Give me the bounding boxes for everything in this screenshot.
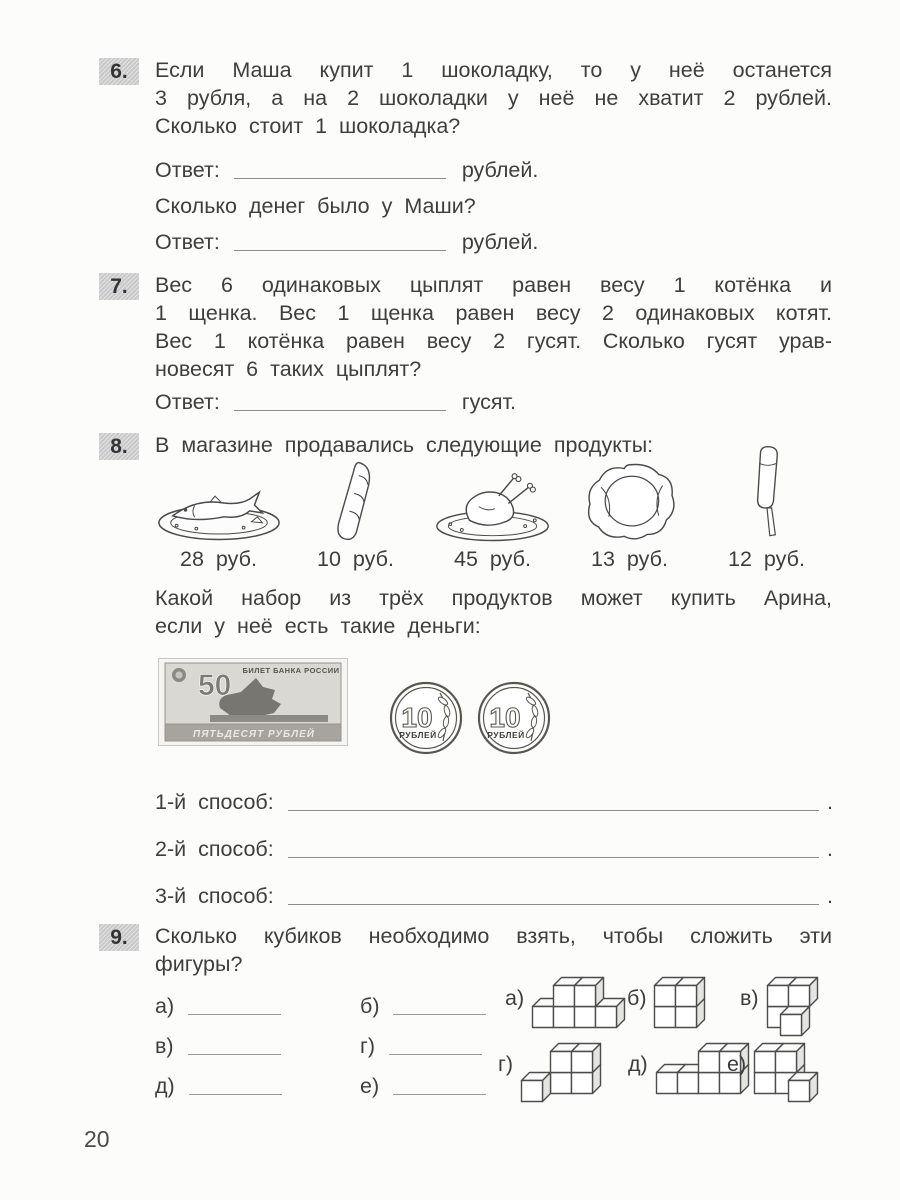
answer-blank-line (234, 178, 446, 179)
blank-label: б) (360, 994, 380, 1018)
problem6-answer1 (155, 156, 538, 183)
way-row-3 (155, 882, 833, 909)
blank-line (389, 1054, 482, 1055)
way-label: 3-й способ: (155, 884, 274, 908)
figure-label: б) (627, 986, 647, 1010)
product-item (150, 462, 287, 572)
page-number: 20 (84, 1126, 110, 1152)
cube-answer-blank-a (155, 992, 281, 1019)
figure-label: а) (505, 986, 525, 1010)
way-blank-line (288, 904, 819, 905)
problem6-line3: Сколько стоит 1 шоколадка? (155, 114, 461, 138)
problem6-answer2 (155, 228, 538, 255)
product-price: 10 руб. (317, 547, 394, 571)
cube-answer-blank-b (360, 992, 486, 1019)
figure-label: г) (498, 1052, 514, 1076)
problem8-question-line1: Какой набор из трёх продуктов может купить Арина, (155, 586, 832, 610)
way-period: . (827, 884, 833, 908)
problem8-question (155, 584, 832, 640)
way-blank-line (288, 857, 819, 858)
way-label: 1-й способ: (155, 790, 274, 814)
product-price: 13 руб. (591, 547, 668, 571)
problem6-question2 (155, 192, 832, 220)
answer-blank-line (234, 250, 446, 251)
blank-line (393, 1094, 486, 1095)
problem8-intro-text: В магазине продавались следующие продукты: (155, 433, 654, 457)
problem6-line2: 3 рубля, а на 2 шоколадки у неё не хватит 2 рублей. (155, 86, 832, 110)
problem7-answer (155, 388, 516, 415)
coin-value: 10 (489, 702, 521, 733)
problem8-question-line2: если у неё есть такие деньги: (155, 614, 481, 638)
answer-suffix: гусят. (461, 390, 517, 414)
cube-figure-svg (520, 1042, 602, 1103)
problem6-text (155, 56, 832, 140)
blank-label: г) (360, 1034, 376, 1058)
answer-label: Ответ: (155, 390, 220, 414)
way-row-2 (155, 835, 833, 862)
cube-figure-a (505, 976, 626, 1029)
product-item (287, 462, 424, 572)
problem7-line3: Вес 1 котёнка равен весу 2 гусят. Сколько гусят урав- (155, 329, 832, 353)
problem-number-badge: 7. (99, 273, 139, 300)
problem7-text (155, 271, 832, 383)
cube-answer-blank-v (155, 1032, 281, 1059)
bread-icon (329, 462, 383, 544)
problem9-line1: Сколько кубиков необходимо взять, чтобы сложить эти (155, 924, 832, 948)
cube-answer-blank-e (360, 1072, 486, 1099)
way-period: . (827, 837, 833, 861)
problem6-line1: Если Маша купит 1 шоколадку, то у неё останется (155, 58, 832, 82)
cube-figure-b (627, 976, 706, 1029)
cube-answer-blank-g (360, 1032, 482, 1059)
product-item (698, 462, 835, 572)
banknote-value: 50 (198, 669, 232, 702)
cube-figure-g (498, 1042, 602, 1103)
figure-label: д) (628, 1052, 648, 1076)
blank-label: в) (155, 1034, 174, 1058)
figure-label: в) (740, 986, 759, 1010)
problem7-line1: Вес 6 одинаковых цыплят равен весу 1 котёнка и (155, 273, 832, 297)
answer-label: Ответ: (155, 158, 220, 182)
cube-figure-v (740, 976, 819, 1037)
problem-number-badge: 8. (99, 433, 139, 460)
popsicle-icon (744, 462, 790, 544)
product-price: 28 руб. (180, 547, 257, 571)
banknote-title: БИЛЕТ БАНКА РОССИИ (242, 666, 340, 675)
answer-blank-line (234, 410, 446, 411)
coin-value: 10 (401, 702, 433, 733)
problem7-line4: новесят 6 таких цыплят? (155, 357, 422, 381)
banknote-50-rub (158, 658, 348, 746)
cube-figure-svg (531, 976, 626, 1029)
product-item (561, 462, 698, 572)
way-label: 2-й способ: (155, 837, 274, 861)
answer-suffix: рублей. (461, 230, 539, 254)
blank-label: а) (155, 994, 175, 1018)
roast-chicken-icon (433, 462, 553, 544)
coin-10-rub (476, 680, 552, 756)
answer-suffix: рублей. (461, 158, 539, 182)
coin-10-rub (388, 680, 464, 756)
figure-label: е) (727, 1052, 747, 1076)
cube-figure-svg (766, 976, 819, 1037)
coin-label: РУБЛЕЙ (487, 730, 525, 740)
blank-label: д) (155, 1074, 175, 1098)
problem6-question2-text: Сколько денег было у Маши? (155, 194, 476, 218)
fish-plate-icon (155, 462, 283, 544)
problem7-line2: 1 щенка. Вес 1 щенка равен весу 2 одинаковых котят. (155, 301, 832, 325)
product-item (424, 462, 561, 572)
cube-figure-svg (753, 1042, 819, 1103)
cube-answer-blank-d (155, 1072, 282, 1099)
problem-number-badge: 9. (99, 924, 139, 951)
blank-label: е) (360, 1074, 380, 1098)
cabbage-icon (581, 462, 679, 544)
way-row-1 (155, 788, 833, 815)
cube-figure-e (727, 1042, 819, 1103)
problem-number-badge: 6. (99, 58, 139, 85)
answer-label: Ответ: (155, 230, 220, 254)
coin-label: РУБЛЕЙ (399, 730, 437, 740)
way-period: . (827, 790, 833, 814)
problem8-intro (155, 431, 832, 459)
blank-line (189, 1094, 282, 1095)
blank-line (393, 1014, 486, 1015)
product-price: 45 руб. (454, 547, 531, 571)
product-price: 12 руб. (728, 547, 805, 571)
blank-line (188, 1054, 281, 1055)
way-blank-line (288, 810, 819, 811)
problem9-line2: фигуры? (155, 952, 243, 976)
blank-line (188, 1014, 281, 1015)
banknote-bottom-text: ПЯТЬДЕСЯТ РУБЛЕЙ (193, 729, 315, 740)
problem9-text (155, 922, 832, 978)
products-row (150, 462, 836, 572)
cube-figure-svg (653, 976, 706, 1029)
